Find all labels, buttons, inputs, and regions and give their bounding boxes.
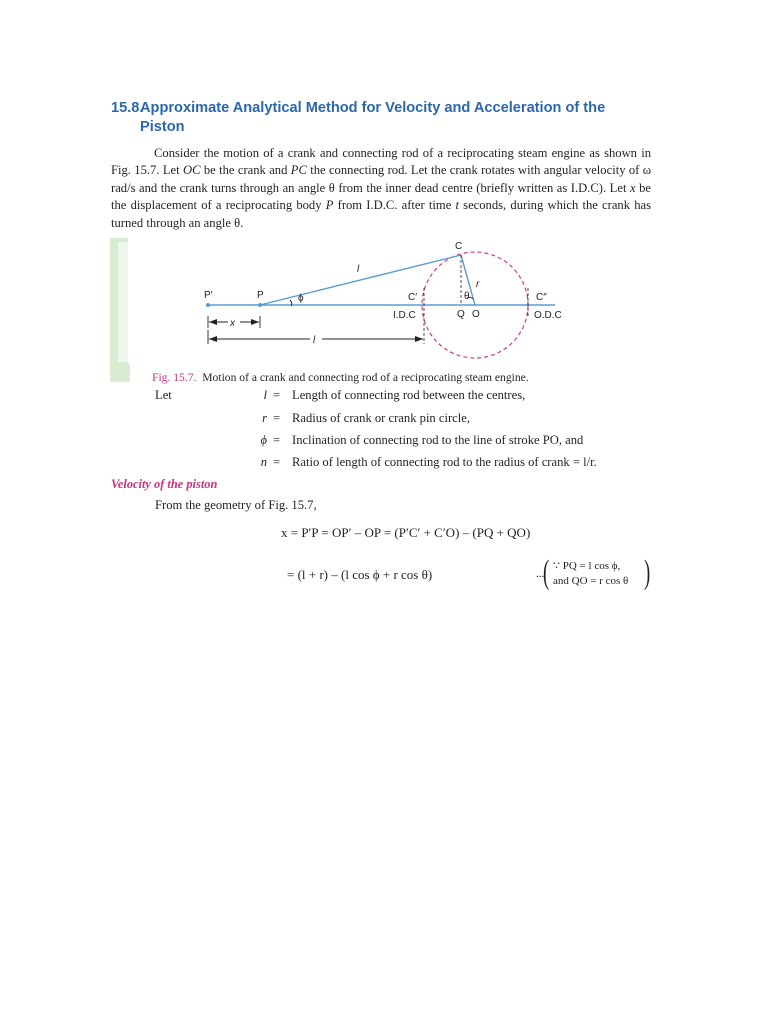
label-o: O [472,309,480,320]
intro-paragraph [111,145,651,232]
label-c: C [455,241,463,252]
definition-row [155,455,655,473]
caption-label: Fig. 15.7. [152,371,197,384]
intro-text-1: Consider the motion of a crank and connecting rod of a reciprocating steam engine as shown in Fig. 15.7. Let [111,146,651,178]
definition-row [155,433,655,451]
point-p-prime [206,303,210,307]
intro-p: P [325,198,334,213]
crank-diagram [110,236,655,386]
def-equals: = [273,388,281,402]
velocity-heading: Velocity of the piston [111,477,218,491]
definition-row [155,388,655,406]
label-phi: ϕ [298,293,304,304]
dim-l-arrow-right [415,336,423,342]
displacement-equation: x = P′P = OP′ – OP = (P′C′ + C′O) – (PQ + QO) [281,525,531,540]
label-c-dprime: C″ [536,292,547,303]
def-symbol: r [262,411,267,425]
intro-text-3: the connecting rod. Let the crank rotates with angular velocity of ω rad/s and the crank turns through an angle θ from the inner dead centre (briefly written as I.D.C). Let [111,163,651,195]
def-text: Radius of crank or crank pin circle, [292,411,470,425]
section-title-line1: Approximate Analytical Method for Velocity and Acceleration of the [140,100,606,116]
def-symbol: l [263,388,267,402]
intro-text-4: be the displacement of a reciprocating body [111,180,651,213]
definition-row [155,411,655,429]
def-equals: = [273,433,281,447]
label-x: x [230,318,235,329]
connecting-rod [260,255,461,305]
note-dots: ... [536,568,545,580]
intro-t: t [455,198,459,213]
intro-text-6: seconds, during which the crank has turned through an angle θ. [111,198,651,230]
label-theta: θ [464,291,470,302]
equation-note [536,556,652,594]
label-idc: I.D.C [393,310,416,321]
dim-x-arrow-left [209,319,217,325]
def-text: Ratio of length of connecting rod to the radius of crank = l/r. [292,455,597,469]
def-symbol: ϕ [260,433,267,447]
displacement-equation-expanded: = (l + r) – (l cos ϕ + r cos θ) [287,567,433,582]
dim-l-arrow-left [209,336,217,342]
label-odc: O.D.C [534,310,562,321]
intro-x: x [629,180,636,195]
note-right-paren: ) [644,554,651,591]
definitions-lead: Let [155,388,172,402]
intro-oc: OC [183,163,201,178]
note-line2: and QO = r cos θ [553,575,629,587]
label-p: P [257,290,264,301]
figure-caption [152,370,632,385]
point-p [258,303,262,307]
label-l-dim: l [313,335,316,346]
figure-side-bar-shade [118,242,128,362]
def-equals: = [273,455,281,469]
label-c-prime: C′ [408,292,418,303]
dim-x-arrow-right [251,319,259,325]
def-symbol: n [260,455,267,469]
section-heading [111,99,656,137]
section-title-line2: Piston [140,119,185,135]
geometry-intro: From the geometry of Fig. 15.7, [155,498,317,512]
figure-side-bar-foot [114,364,130,382]
note-left-paren: ( [543,554,550,591]
section-number: 15.8. [111,100,144,116]
crank-figure [110,236,655,386]
label-q: Q [457,309,465,320]
label-p-prime: P′ [204,290,213,301]
intro-pc: PC [290,163,307,178]
label-r: r [476,279,480,290]
note-line1: ∵ PQ = l cos ϕ, [553,560,621,572]
def-equals: = [273,411,281,425]
caption-text: Motion of a crank and connecting rod of a reciprocating steam engine. [202,371,529,384]
label-l-rod: l [357,264,360,275]
intro-text-5: from I.D.C. after time [333,198,456,213]
def-text: Inclination of connecting rod to the line of stroke PO, and [292,433,584,447]
intro-text-2: be the crank and [200,163,291,178]
def-text: Length of connecting rod between the centres, [292,388,526,402]
